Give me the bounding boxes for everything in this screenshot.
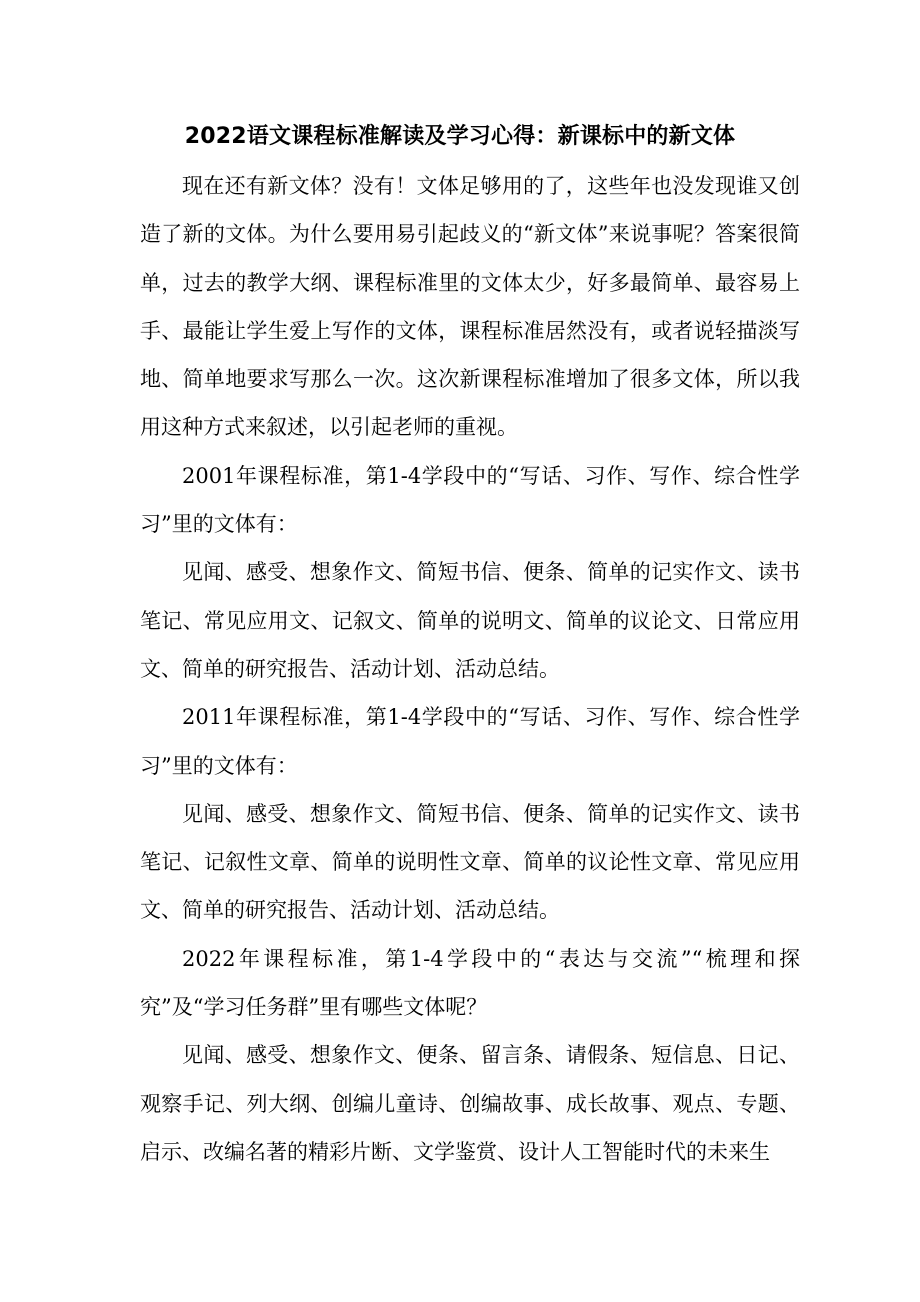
document-title: 2022语文课程标准解读及学习心得：新课标中的新文体 [184, 124, 736, 149]
document-body [140, 162, 800, 1176]
paragraph-2011-standard: 2011年课程标准，第1-4学段中的“写话、习作、写作、综合性学习”里的文体有： [140, 705, 800, 778]
paragraph-2011-genres: 见闻、感受、想象作文、简短书信、便条、简单的记实作文、读书笔记、记叙性文章、简单的说明性文章、简单的议论性文章、常见应用文、简单的研究报告、活动计划、活动总结。 [140, 801, 800, 923]
paragraph-2001-standard: 2001年课程标准，第1-4学段中的“写话、习作、写作、综合性学习”里的文体有： [140, 463, 800, 537]
paragraph-2001-genres: 见闻、感受、想象作文、简短书信、便条、简单的记实作文、读书笔记、常见应用文、记叙文、简单的说明文、简单的议论文、日常应用文、简单的研究报告、活动计划、活动总结。 [140, 560, 800, 681]
paragraph-intro: 现在还有新文体？没有！文体足够用的了，这些年也没发现谁又创造了新的文体。为什么要用易引起歧义的“新文体”来说事呢？答案很简单，过去的教学大纲、课程标准里的文体太少，好多最简单、最容易上手、最能让学生爱上写作的文体，课程标准居然没有，或者说轻描淡写地、简单地要求写那么一次。这次新课程标准增加了很多文体，所以我用这种方式来叙述，以引起老师的重视。 [140, 174, 800, 440]
paragraph-2022-genres: 见闻、感受、想象作文、便条、留言条、请假条、短信息、日记、观察手记、列大纲、创编儿童诗、创编故事、成长故事、观点、专题、启示、改编名著的精彩片断、文学鉴赏、设计人工智能时代的未来生 [140, 1043, 800, 1164]
paragraph-2022-standard: 2022年课程标准，第1-4学段中的“表达与交流”“梳理和探究”及“学习任务群”里有哪些文体呢？ [140, 946, 800, 1020]
